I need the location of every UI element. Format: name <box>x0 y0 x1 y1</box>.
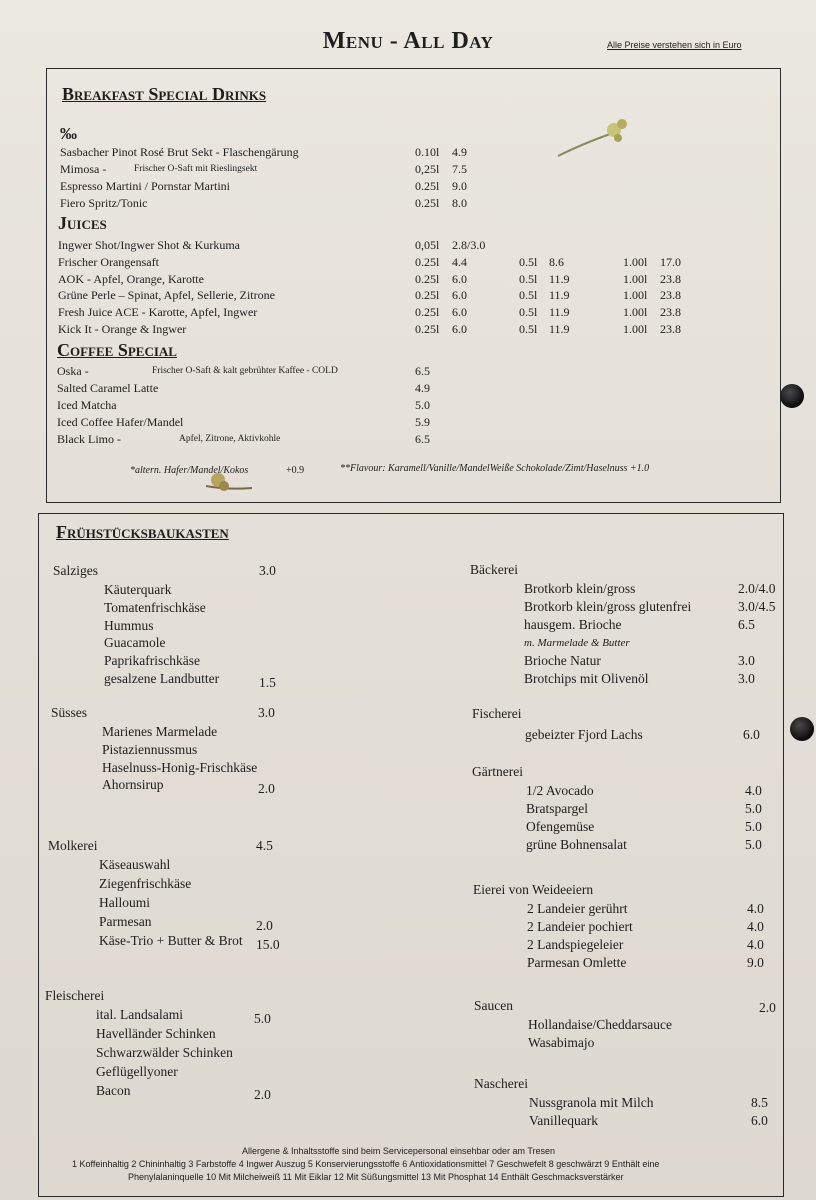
menu-item-name: Marienes Marmelade <box>102 724 218 739</box>
juice-price-medium: 8.6 <box>549 254 564 269</box>
drink-price: 7.5 <box>452 162 467 176</box>
menu-item-price: 5.0 <box>745 801 762 816</box>
menu-item-price: 5.0 <box>745 819 762 834</box>
coffee-description: Apfel, Zitrone, Aktivkohle <box>179 434 281 444</box>
menu-item-name: Tomatenfrischkäse <box>104 599 206 615</box>
drink-name: Sasbacher Pinot Rosé Brut Sekt - Flaschengärung <box>60 145 299 159</box>
juice-name: Fresh Juice ACE - Karotte, Apfel, Ingwer <box>58 305 258 320</box>
menu-item-price: 5.0 <box>745 837 762 852</box>
juice-name: Grüne Perle – Spinat, Apfel, Sellerie, Zitrone <box>58 288 275 303</box>
menu-item-name: Bratspargel <box>526 801 588 816</box>
menu-item-name: ital. Landsalami <box>96 1007 183 1022</box>
allergen-list-line-1: 1 Koffeinhaltig 2 Chininhaltig 3 Farbstoffe 4 Ingwer Auszug 5 Konservierungsstoffe 6 Antioxidationsmittel 7 Geschwefelt 8 geschwärzt 9 Enthält eine <box>72 1159 660 1169</box>
menu-item-price: 3.0 <box>738 653 755 668</box>
juice-size-large: 1.00l <box>623 305 648 320</box>
juice-price-large: 17.0 <box>660 254 681 269</box>
juice-price-medium: 11.9 <box>549 322 570 336</box>
menu-item-name: hausgem. Brioche <box>524 617 622 632</box>
menu-item-price: 4.0 <box>747 937 764 952</box>
menu-item-price: 15.0 <box>256 937 280 952</box>
coffee-description: Frischer O-Saft & kalt gebrühter Kaffee - COLD <box>152 366 338 376</box>
menu-item-name: Guacamole <box>104 635 166 651</box>
juice-size-large: 1.00l <box>623 288 648 303</box>
coffee-special-heading: Coffee Special <box>57 340 177 360</box>
juice-size-small: 0.25l <box>415 305 440 320</box>
drink-size: 0.25l <box>415 179 440 193</box>
menu-item-note: m. Marmelade & Butter <box>524 637 630 649</box>
juice-price-large: 23.8 <box>660 288 681 303</box>
wall-pin <box>780 384 804 408</box>
menu-item-name: Vanillequark <box>529 1113 598 1128</box>
menu-item-name: Schwarzwälder Schinken <box>96 1045 233 1060</box>
drink-name: Mimosa - <box>60 162 107 176</box>
menu-item-name: Hummus <box>104 617 154 633</box>
category-heading: Salziges <box>53 563 98 578</box>
juice-size-small: 0.25l <box>415 322 440 336</box>
menu-item-name: Parmesan Omlette <box>527 955 627 970</box>
menu-item-price: 1.5 <box>259 675 276 690</box>
juice-size-large: 1.00l <box>623 254 648 269</box>
juice-name: Frischer Orangensaft <box>58 254 159 269</box>
juice-name: AOK - Apfel, Orange, Karotte <box>58 271 204 286</box>
juice-name: Kick It - Orange & Ingwer <box>58 322 187 336</box>
milk-alternative-note: *altern. Hafer/Mandel/Kokos <box>130 465 249 476</box>
juice-price-medium: 11.9 <box>549 305 570 320</box>
flavour-note: **Flavour: Karamell/Vanille/MandelWeiße Schokolade/Zimt/Haselnuss +1.0 <box>340 463 650 474</box>
juice-price-large: 23.8 <box>660 322 681 336</box>
category-heading: Saucen <box>474 998 513 1013</box>
drink-name: Fiero Spritz/Tonic <box>60 196 148 210</box>
menu-item-price: 3.0 <box>738 671 755 686</box>
menu-item-name: grüne Bohnensalat <box>526 837 627 852</box>
menu-item-name: Brotkorb klein/gross <box>524 581 636 596</box>
flower-decoration <box>552 104 642 164</box>
menu-item-name: Brotkorb klein/gross glutenfrei <box>524 599 692 614</box>
menu-item-name: Ziegenfrischkäse <box>99 876 192 891</box>
menu-item-price: 6.0 <box>751 1113 768 1128</box>
juice-price-small: 6.0 <box>452 322 467 336</box>
menu-item-name: Käuterquark <box>104 582 172 597</box>
category-price: 4.5 <box>256 838 273 853</box>
menu-item-name: Bacon <box>96 1083 131 1098</box>
coffee-name: Black Limo - <box>57 432 121 446</box>
menu-item-price: 4.0 <box>747 901 764 916</box>
juice-price-small: 6.0 <box>452 305 467 320</box>
juice-price-small: 2.8/3.0 <box>452 238 486 252</box>
coffee-name: Salted Caramel Latte <box>57 381 159 395</box>
menu-item-name: Brotchips mit Olivenöl <box>524 671 649 686</box>
menu-item-name: Hollandaise/Cheddarsauce <box>528 1017 672 1032</box>
menu-item-name: Wasabimajo <box>528 1035 595 1050</box>
juice-size-small: 0,05l <box>415 238 440 252</box>
drink-size: 0.25l <box>415 196 440 210</box>
menu-item-price: 2.0 <box>256 918 273 933</box>
menu-item-name: Parmesan <box>99 914 152 929</box>
allergen-note: Allergene & Inhaltsstoffe sind beim Servicepersonal einsehbar oder am Tresen <box>242 1146 556 1156</box>
juice-size-large: 1.00l <box>623 322 648 336</box>
menu-item-name: Paprikafrischkäse <box>104 653 200 669</box>
menu-item-price: 6.5 <box>738 617 755 632</box>
menu-item-name: Ofengemüse <box>526 819 595 834</box>
drink-price: 8.0 <box>452 196 467 210</box>
menu-item-name: Havelländer Schinken <box>96 1026 216 1041</box>
menu-item-name: Käse-Trio + Butter & Brot <box>99 933 243 948</box>
juice-price-large: 23.8 <box>660 305 681 320</box>
menu-item-name: Halloumi <box>99 895 150 910</box>
juices-heading: Juices <box>58 213 107 233</box>
drink-name: Espresso Martini / Pornstar Martini <box>60 179 230 193</box>
price-note: Alle Preise verstehen sich in Euro <box>607 40 742 50</box>
category-heading: Fleischerei <box>45 988 105 1003</box>
breakfast-builder-heading: Frühstücksbaukasten <box>56 522 229 542</box>
menu-item-name: gebeizter Fjord Lachs <box>525 727 643 742</box>
menu-item-name: Geflügellyoner <box>96 1064 178 1079</box>
juice-size-medium: 0.5l <box>519 271 538 286</box>
menu-item-name: 2 Landeier gerührt <box>527 901 628 916</box>
juice-price-medium: 11.9 <box>549 288 570 303</box>
drink-price: 4.9 <box>452 145 467 159</box>
menu-item-price: 8.5 <box>751 1095 768 1110</box>
menu-item-name: Pistaziennussmus <box>102 741 198 757</box>
juice-price-small: 6.0 <box>452 271 467 286</box>
category-heading: Nascherei <box>474 1076 528 1091</box>
menu-item-name: Käseauswahl <box>99 857 171 872</box>
juice-size-medium: 0.5l <box>519 254 538 269</box>
category-heading: Fischerei <box>472 706 522 721</box>
milk-alternative-price: +0.9 <box>286 465 305 476</box>
category-price: 3.0 <box>258 705 275 720</box>
juice-size-large: 1.00l <box>623 271 648 286</box>
drink-size: 0,25l <box>415 162 440 176</box>
menu-item-price: 9.0 <box>747 955 764 970</box>
menu-item-price: 2.0 <box>254 1087 271 1102</box>
category-price: 2.0 <box>759 1000 776 1015</box>
drink-price: 9.0 <box>452 179 467 193</box>
menu-item-price: 5.0 <box>254 1011 271 1026</box>
juice-size-medium: 0.5l <box>519 305 538 320</box>
menu-item-price: 4.0 <box>747 919 764 934</box>
page-title: Menu - All Day <box>322 28 494 54</box>
juice-size-medium: 0.5l <box>519 322 538 336</box>
category-heading: Eierei von Weideeiern <box>473 882 594 897</box>
menu-item-name: Haselnuss-Honig-Frischkäse <box>102 759 258 775</box>
category-heading: Süsses <box>51 705 88 720</box>
category-heading: Bäckerei <box>470 562 518 577</box>
juice-price-large: 23.8 <box>660 271 681 286</box>
juice-size-small: 0.25l <box>415 288 440 303</box>
drink-size: 0.10l <box>415 145 440 159</box>
coffee-price: 6.5 <box>415 364 430 378</box>
coffee-name: Iced Coffee Hafer/Mandel <box>57 415 184 429</box>
juice-size-small: 0.25l <box>415 254 440 269</box>
menu-item-name: Brioche Natur <box>524 653 601 668</box>
allergen-list-line-2: Phenylalaninquelle 10 Mit Milcheiweiß 11 Mit Eiklar 12 Mit Süßungsmittel 13 Mit Phosphat 14 Enthält Geschmacksverstärker <box>128 1172 624 1182</box>
menu-item-name: gesalzene Landbutter <box>104 671 220 686</box>
coffee-price: 5.0 <box>415 398 430 412</box>
juice-price-small: 6.0 <box>452 288 467 303</box>
category-heading: Gärtnerei <box>472 764 523 779</box>
category-heading: Molkerei <box>48 838 98 853</box>
coffee-name: Iced Matcha <box>57 398 117 412</box>
alcohol-symbol: ‰ <box>60 124 77 143</box>
breakfast-drinks-heading: Breakfast Special Drinks <box>62 84 267 104</box>
menu-item-name: 1/2 Avocado <box>526 783 594 798</box>
category-price: 3.0 <box>259 563 276 578</box>
coffee-price: 4.9 <box>415 381 430 395</box>
menu-item-price: 3.0/4.5 <box>738 599 776 614</box>
menu-item-name: Nussgranola mit Milch <box>529 1095 654 1110</box>
menu-item-price: 2.0 <box>258 781 275 797</box>
juice-size-medium: 0.5l <box>519 288 538 303</box>
drink-description: Frischer O-Saft mit Rieslingsekt <box>134 164 258 174</box>
menu-item-name: Ahornsirup <box>102 777 164 793</box>
juice-name: Ingwer Shot/Ingwer Shot & Kurkuma <box>58 238 240 252</box>
juice-price-small: 4.4 <box>452 254 467 269</box>
coffee-name: Oska - <box>57 364 89 378</box>
menu-item-name: 2 Landspiegeleier <box>527 937 624 952</box>
juice-price-medium: 11.9 <box>549 271 570 286</box>
menu-item-price: 6.0 <box>743 727 760 742</box>
menu-item-price: 2.0/4.0 <box>738 581 776 596</box>
wall-pin <box>790 717 814 741</box>
menu-item-name: 2 Landeier pochiert <box>527 919 633 934</box>
coffee-price: 5.9 <box>415 415 430 429</box>
juice-size-small: 0.25l <box>415 271 440 286</box>
coffee-price: 6.5 <box>415 432 430 446</box>
menu-item-price: 4.0 <box>745 783 762 798</box>
